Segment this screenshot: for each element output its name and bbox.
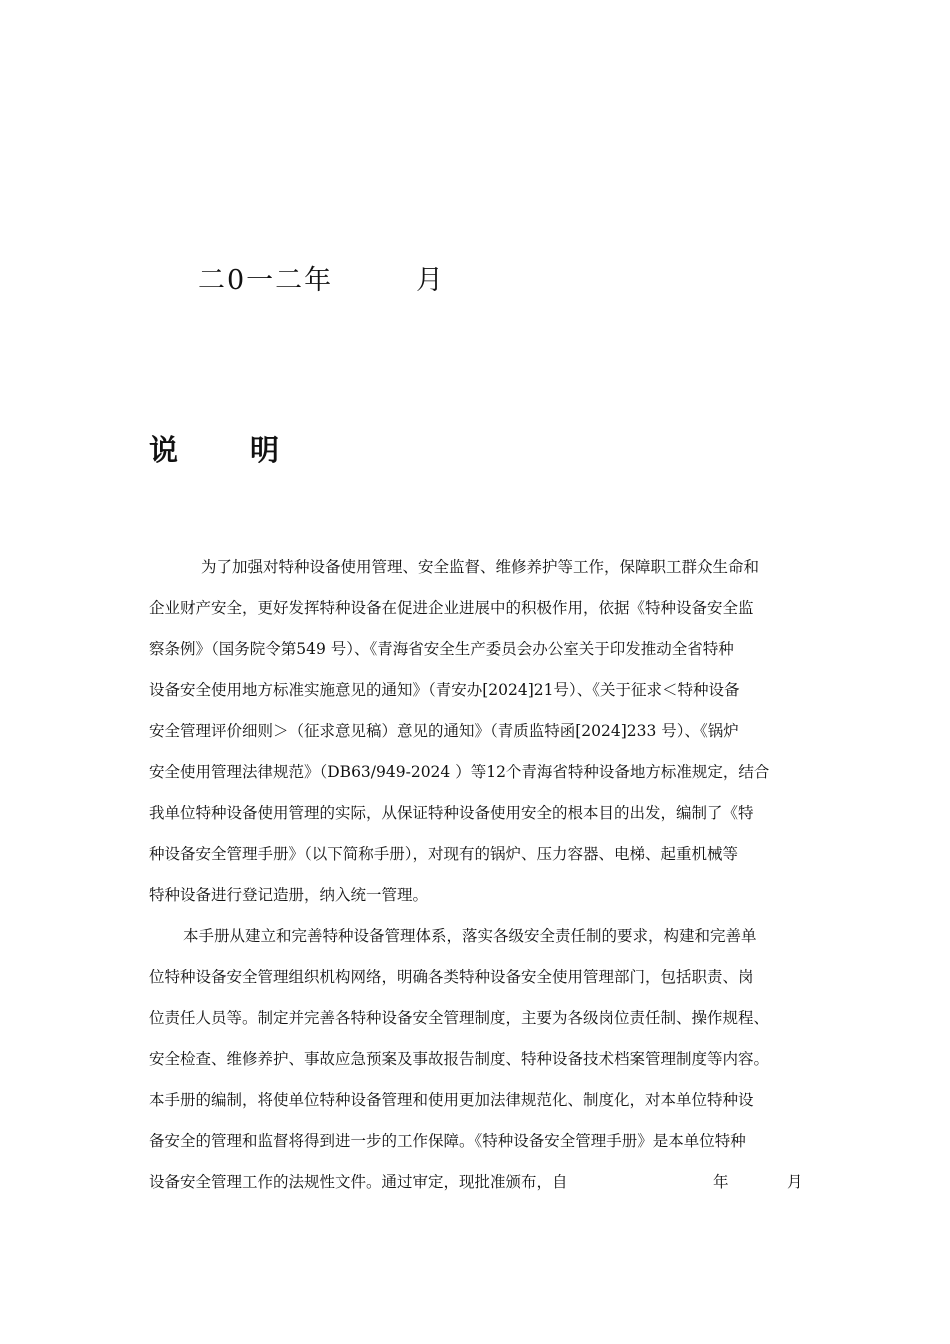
paragraph-1-line: 安全使用管理法律规范》（DB63/949-2024 ）等12个青海省特种设备地方标准规定，结合 — [149, 763, 770, 781]
paragraph-2-last-line — [149, 1168, 813, 1209]
paragraph-2-line: 位特种设备安全管理组织机构网络，明确各类特种设备安全使用管理部门，包括职责、岗 — [149, 968, 754, 986]
paragraph-1-line: 企业财产安全，更好发挥特种设备在促进企业进展中的积极作用，依据《特种设备安全监 — [149, 599, 754, 617]
cover-date-year: 二0一二年 — [198, 265, 334, 296]
paragraph-1-line: 察条例》（国务院令第549 号）、《青海省安全生产委员会办公室关于印发推动全省特种 — [149, 640, 734, 658]
paragraph-2-line: 备安全的管理和监督将得到进一步的工作保障。《特种设备安全管理手册》是本单位特种 — [149, 1132, 746, 1150]
heading-char-1: 说 — [149, 433, 179, 467]
paragraph-2-line: 本手册的编制，将使单位特种设备管理和使用更加法律规范化、制度化，对本单位特种设 — [149, 1091, 754, 1109]
paragraph-1-line: 为了加强对特种设备使用管理、安全监督、维修养护等工作，保障职工群众生命和 — [201, 558, 760, 576]
paragraph-2-line: 位责任人员等。制定并完善各特种设备安全管理制度，主要为各级岗位责任制、操作规程、 — [149, 1009, 770, 1027]
tail-year: 年 — [713, 1173, 729, 1191]
paragraph-2-line: 设备安全管理工作的法规性文件。通过审定，现批准颁布，自 — [149, 1173, 568, 1191]
heading-char-2: 明 — [250, 433, 280, 467]
tail-month: 月 — [787, 1173, 803, 1191]
section-heading — [149, 428, 279, 469]
paragraph-1-line: 种设备安全管理手册》（以下简称手册），对现有的锅炉、压力容器、电梯、起重机械等 — [149, 845, 739, 863]
paragraph-2-line: 本手册从建立和完善特种设备管理体系，落实各级安全责任制的要求，构建和完善单 — [183, 927, 757, 945]
paragraph-1-line: 我单位特种设备使用管理的实际，从保证特种设备使用安全的根本目的出发，编制了《特 — [149, 804, 754, 822]
paragraph-1-line: 设备安全使用地方标准实施意见的通知》（青安办[2024]21号）、《关于征求＜特种设备 — [149, 681, 740, 699]
paragraph-1-line: 特种设备进行登记造册，纳入统一管理。 — [149, 886, 429, 904]
cover-date-month: 月 — [416, 265, 443, 296]
paragraph-2-line: 安全检查、维修养护、事故应急预案及事故报告制度、特种设备技术档案管理制度等内容。 — [149, 1050, 770, 1068]
paragraph-1-line: 安全管理评价细则＞（征求意见稿）意见的通知》（青质监特函[2024]233 号）、《锅炉 — [149, 722, 739, 740]
document-body — [149, 553, 813, 1209]
